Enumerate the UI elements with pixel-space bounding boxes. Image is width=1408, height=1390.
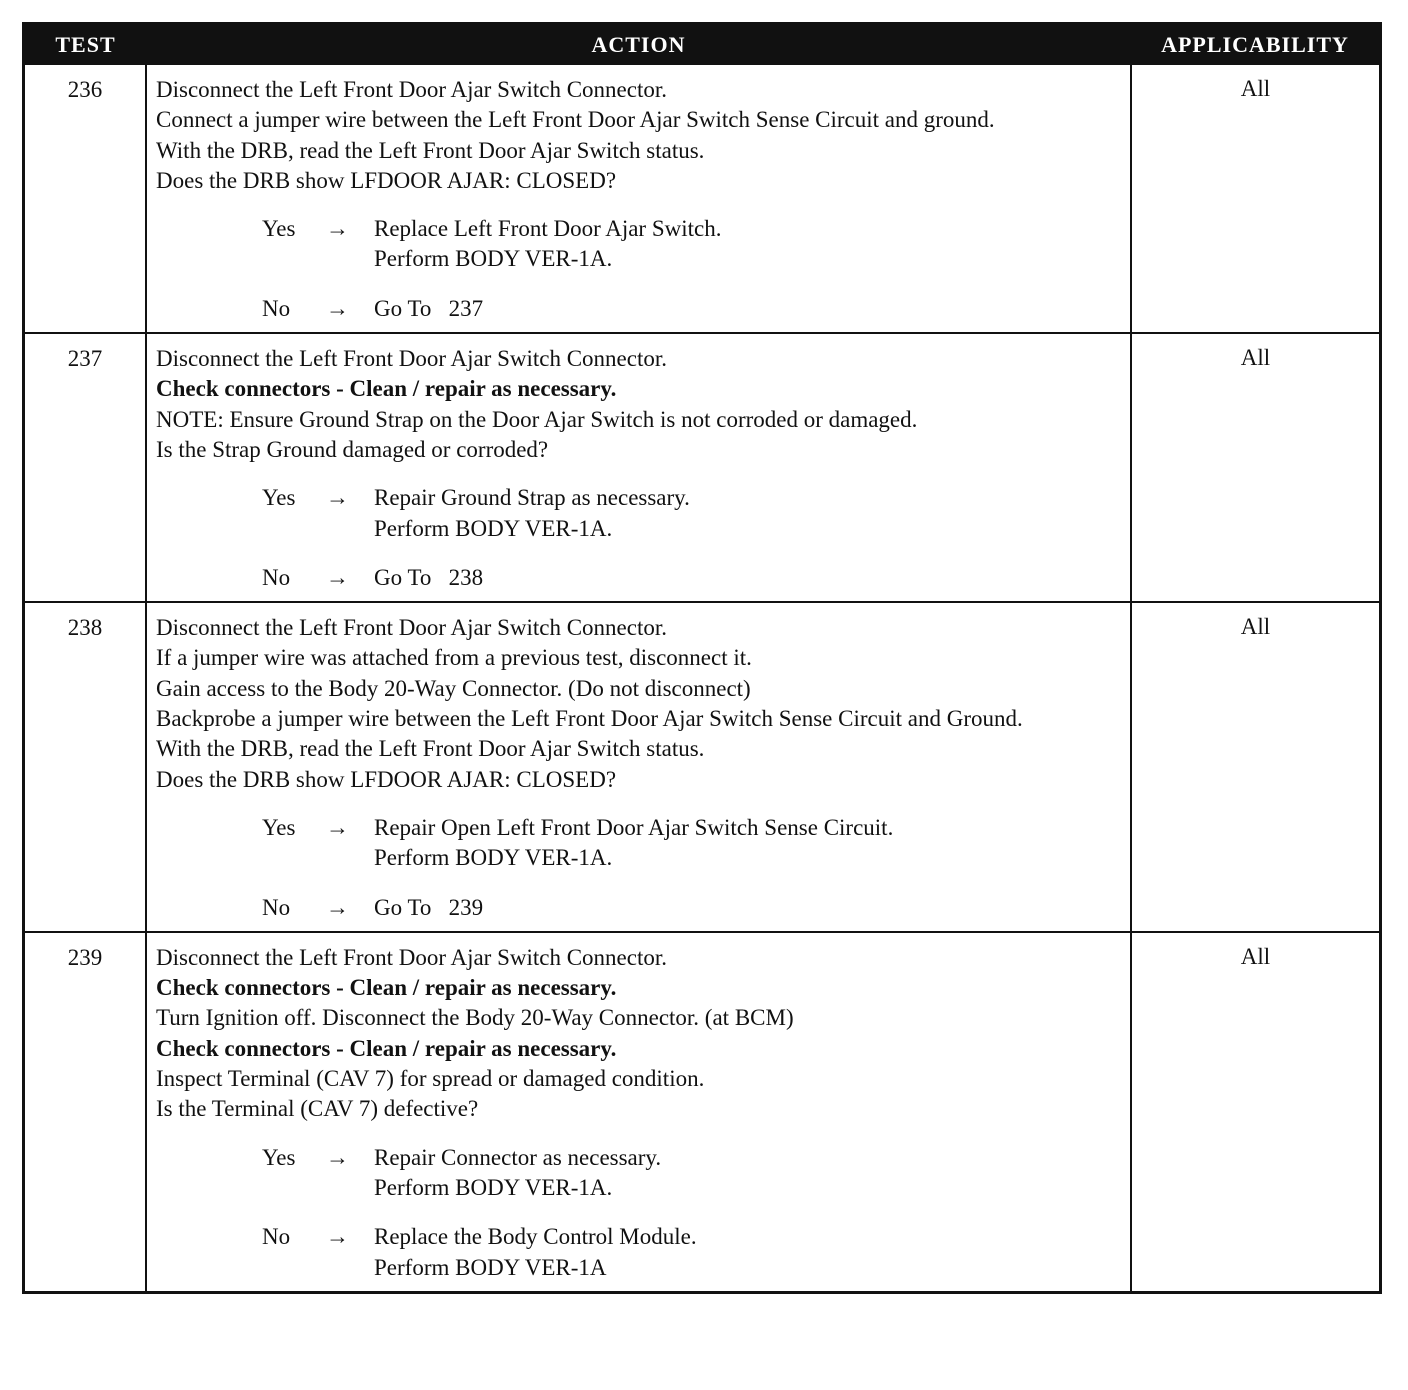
action-line: Is the Terminal (CAV 7) defective? bbox=[156, 1096, 479, 1122]
yes-label: Yes bbox=[262, 1144, 296, 1170]
action-line: If a jumper wire was attached from a previous test, disconnect it. bbox=[156, 645, 752, 671]
action-line: Does the DRB show LFDOOR AJAR: CLOSED? bbox=[156, 766, 617, 792]
yes-response bbox=[262, 813, 1126, 874]
action-cell bbox=[146, 333, 1131, 602]
action-cell bbox=[146, 64, 1131, 333]
no-response bbox=[262, 893, 1126, 923]
result-line: Perform BODY VER-1A bbox=[374, 1254, 607, 1280]
test-table bbox=[25, 25, 1379, 1291]
result-line: Replace the Body Control Module. bbox=[374, 1224, 697, 1250]
test-number: 236 bbox=[25, 64, 146, 333]
no-result bbox=[374, 893, 1126, 923]
action-line: Connect a jumper wire between the Left Front Door Ajar Switch Sense Circuit and ground. bbox=[156, 107, 995, 133]
action-line: Turn Ignition off. Disconnect the Body 20-Way Connector. (at BCM) bbox=[156, 1005, 794, 1031]
action-line: NOTE: Ensure Ground Strap on the Door Ajar Switch is not corroded or damaged. bbox=[156, 406, 918, 432]
right-arrow-icon: → bbox=[326, 295, 349, 321]
no-response bbox=[262, 1222, 1126, 1283]
no-label: No bbox=[262, 1224, 291, 1250]
action-line-emphasis: Check connectors - Clean / repair as necessary. bbox=[156, 376, 617, 402]
yes-response bbox=[262, 483, 1126, 544]
test-number: 238 bbox=[25, 602, 146, 932]
action-line: Disconnect the Left Front Door Ajar Switch Connector. bbox=[156, 615, 668, 641]
applicability-value: All bbox=[1131, 602, 1379, 932]
yes-response bbox=[262, 1143, 1126, 1204]
header-action: ACTION bbox=[146, 25, 1131, 64]
result-line: Perform BODY VER-1A. bbox=[374, 1174, 613, 1200]
table-row bbox=[25, 333, 1379, 602]
table-row bbox=[25, 932, 1379, 1291]
no-label: No bbox=[262, 295, 291, 321]
right-arrow-icon: → bbox=[326, 894, 349, 920]
right-arrow-icon: → bbox=[326, 485, 349, 511]
table-row bbox=[25, 602, 1379, 932]
yes-result bbox=[374, 1143, 1126, 1204]
diagnostic-test-table bbox=[22, 22, 1382, 1294]
table-row bbox=[25, 64, 1379, 333]
action-line: Disconnect the Left Front Door Ajar Switch Connector. bbox=[156, 944, 668, 970]
action-line: Disconnect the Left Front Door Ajar Switch Connector. bbox=[156, 77, 668, 102]
no-response bbox=[262, 563, 1126, 593]
result-line: Repair Connector as necessary. bbox=[374, 1144, 662, 1170]
yes-label: Yes bbox=[262, 216, 296, 242]
result-line: Replace Left Front Door Ajar Switch. bbox=[374, 216, 722, 242]
result-line: Repair Ground Strap as necessary. bbox=[374, 485, 690, 511]
action-line: Disconnect the Left Front Door Ajar Switch Connector. bbox=[156, 346, 668, 372]
action-line-emphasis: Check connectors - Clean / repair as necessary. bbox=[156, 1035, 617, 1061]
no-result bbox=[374, 294, 1126, 324]
action-line-emphasis: Check connectors - Clean / repair as necessary. bbox=[156, 975, 617, 1001]
result-line: Perform BODY VER-1A. bbox=[374, 515, 613, 541]
yes-response bbox=[262, 214, 1126, 275]
test-number: 237 bbox=[25, 333, 146, 602]
applicability-value: All bbox=[1131, 333, 1379, 602]
yes-result bbox=[374, 214, 1126, 275]
no-label: No bbox=[262, 894, 291, 920]
result-line: Perform BODY VER-1A. bbox=[374, 845, 613, 871]
right-arrow-icon: → bbox=[326, 1224, 349, 1250]
no-result bbox=[374, 1222, 1126, 1283]
right-arrow-icon: → bbox=[326, 216, 349, 242]
right-arrow-icon: → bbox=[326, 1144, 349, 1170]
action-cell bbox=[146, 602, 1131, 932]
right-arrow-icon: → bbox=[326, 814, 349, 840]
yes-label: Yes bbox=[262, 814, 296, 840]
action-cell bbox=[146, 932, 1131, 1291]
applicability-value: All bbox=[1131, 932, 1379, 1291]
test-number: 239 bbox=[25, 932, 146, 1291]
table-header-row bbox=[25, 25, 1379, 64]
result-line: Go To 237 bbox=[374, 295, 484, 321]
right-arrow-icon: → bbox=[326, 564, 349, 590]
action-line: Gain access to the Body 20-Way Connector. (Do not disconnect) bbox=[156, 675, 751, 701]
yes-result bbox=[374, 483, 1126, 544]
action-line: With the DRB, read the Left Front Door Ajar Switch status. bbox=[156, 137, 705, 163]
result-line: Go To 238 bbox=[374, 564, 484, 590]
result-line: Go To 239 bbox=[374, 894, 484, 920]
no-result bbox=[374, 563, 1126, 593]
header-test: TEST bbox=[25, 25, 146, 64]
no-label: No bbox=[262, 564, 291, 590]
action-line: Inspect Terminal (CAV 7) for spread or damaged condition. bbox=[156, 1066, 705, 1092]
header-applicability: APPLICABILITY bbox=[1131, 25, 1379, 64]
no-response bbox=[262, 294, 1126, 324]
applicability-value: All bbox=[1131, 64, 1379, 333]
action-line: Backprobe a jumper wire between the Left Front Door Ajar Switch Sense Circuit and Ground. bbox=[156, 706, 1023, 732]
result-line: Repair Open Left Front Door Ajar Switch Sense Circuit. bbox=[374, 814, 894, 840]
action-line: Does the DRB show LFDOOR AJAR: CLOSED? bbox=[156, 167, 617, 193]
result-line: Perform BODY VER-1A. bbox=[374, 246, 613, 272]
yes-label: Yes bbox=[262, 485, 296, 511]
action-line: Is the Strap Ground damaged or corroded? bbox=[156, 436, 549, 462]
action-line: With the DRB, read the Left Front Door Ajar Switch status. bbox=[156, 736, 705, 762]
yes-result bbox=[374, 813, 1126, 874]
